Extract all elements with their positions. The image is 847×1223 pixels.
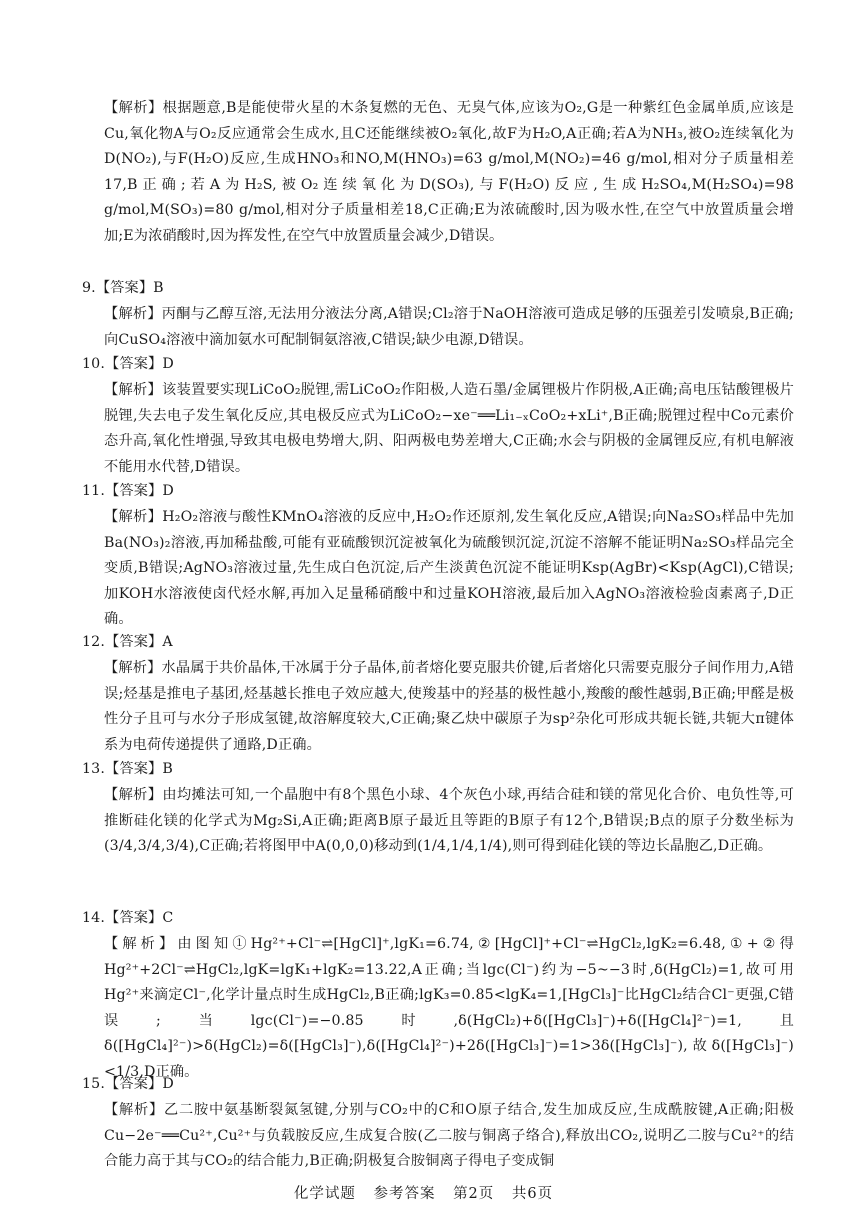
analysis-q11: 【解析】H₂O₂溶液与酸性KMnO₄溶液的反应中,H₂O₂作还原剂,发生氧化反应,A错误;向Na₂SO₃样品中先加Ba(NO₃)₂溶液,再加稀盐酸,可能有亚硫酸钡沉淀被氧化为硫酸钡沉淀,沉淀不溶解不能证明Na₂SO₃样品完全变质,B错误;AgNO₃溶液过量,先生成白色沉淀,后产生淡黄色沉淀不能证明Ksp(AgBr)<Ksp(AgCl),C错误;加KOH水溶液使卤代烃水解,再加入足量稀硝酸中和过量KOH溶液,最后加入AgNO₃溶液检验卤素离子,D正确。: [104, 509, 794, 628]
footer-total: 共6页: [511, 1186, 554, 1202]
footer-page: 第2页: [453, 1186, 495, 1202]
answer-q11: 11.【答案】D: [82, 483, 174, 499]
answer-q15: 15.【答案】D: [82, 1076, 174, 1092]
answer-q10: 10.【答案】D: [82, 356, 174, 372]
answer-q12: 12.【答案】A: [82, 634, 173, 650]
analysis-q13: 【解析】由均摊法可知,一个晶胞中有8个黑色小球、4个灰色小球,再结合硅和镁的常见化合价、电负性等,可推断硅化镁的化学式为Mg₂Si,A正确;距离B原子最近且等距的B原子有12个,B错误;B点的原子分数坐标为(3/4,3/4,3/4),C正确;若将图甲中A(0,0,0)移动到(1/4,1/4,1/4),则可得到硅化镁的等边长晶胞乙,D正确。: [104, 787, 794, 855]
analysis-q8: 【解析】根据题意,B是能使带火星的木条复燃的无色、无臭气体,应该为O₂,G是一种紫红色金属单质,应该是Cu,氧化物A与O₂反应通常会生成水,且C还能继续被O₂氧化,故F为H₂O,A正确;若A为NH₃,被O₂连续氧化为D(NO₂),与F(H₂O)反应,生成HNO₃和NO,M(HNO₃)=63 g/mol,M(NO₂)=46 g/mol,相对分子质量相差17,B正确;若A为H₂S,被O₂连续氧化为D(SO₃),与F(H₂O)反应,生成H₂SO₄,M(H₂SO₄)=98 g/mol,M(SO₃)=80 g/mol,相对分子质量相差18,C正确;E为浓硫酸时,因为吸水性,在空气中放置质量会增加;E为浓硝酸时,因为挥发性,在空气中放置质量会减少,D错误。: [104, 100, 794, 244]
answer-q14: 14.【答案】C: [82, 910, 174, 926]
footer-subject: 化学试题: [293, 1186, 356, 1202]
page-footer: [0, 1182, 847, 1203]
analysis-q15: 【解析】乙二胺中氨基断裂氮氢键,分别与CO₂中的C和O原子结合,发生加成反应,生成酰胺键,A正确;阳极Cu−2e⁻══Cu²⁺,Cu²⁺与负载胺反应,生成复合胺(乙二胺与铜离子络合),释放出CO₂,说明乙二胺与Cu²⁺的结合能力高于其与CO₂的结合能力,B正确;阴极复合胺铜离子得电子变成铜: [104, 1102, 794, 1170]
analysis-q12: 【解析】水晶属于共价晶体,干冰属于分子晶体,前者熔化要克服共价键,后者熔化只需要克服分子间作用力,A错误;烃基是推电子基团,烃基越长推电子效应越大,使羧基中的羟基的极性越小,羧酸的酸性越弱,B正确;甲醛是极性分子且可与水分子形成氢键,故溶解度较大,C正确;聚乙炔中碳原子为sp²杂化可形成共轭长链,共轭大π键体系为电荷传递提供了通路,D正确。: [104, 660, 794, 753]
analysis-q9: 【解析】丙酮与乙醇互溶,无法用分液法分离,A错误;Cl₂溶于NaOH溶液可造成足够的压强差引发喷泉,B正确;向CuSO₄溶液中滴加氨水可配制铜氨溶液,C错误;缺少电源,D错误。: [104, 306, 794, 348]
footer-label: 参考答案: [373, 1186, 436, 1202]
answer-q9: 9.【答案】B: [82, 280, 164, 296]
analysis-q14: 【解析】由图知①Hg²⁺+Cl⁻⇌[HgCl]⁺,lgK₁=6.74,②[HgCl]⁺+Cl⁻⇌HgCl₂,lgK₂=6.48,①+②得Hg²⁺+2Cl⁻⇌HgCl₂,lgK=lgK₁+lgK₂=13.22,A正确;当lgc(Cl⁻)约为−5~−3时,δ(HgCl₂)=1,故可用Hg²⁺来滴定Cl⁻,化学计量点时生成HgCl₂,B正确;lgK₃=0.85<lgK₄=1,[HgCl₃]⁻比HgCl₂结合Cl⁻更强,C错误;当lgc(Cl⁻)=−0.85时,δ(HgCl₂)+δ([HgCl₃]⁻)+δ([HgCl₄]²⁻)=1,且δ([HgCl₄]²⁻)>δ(HgCl₂)=δ([HgCl₃]⁻),δ([HgCl₄]²⁻)+2δ([HgCl₃]⁻)=1>3δ([HgCl₃]⁻),故δ([HgCl₃]⁻)<1/3,D正确。: [104, 936, 794, 1080]
answer-q13: 13.【答案】B: [82, 761, 173, 777]
analysis-q10: 【解析】该装置要实现LiCoO₂脱锂,需LiCoO₂作阳极,人造石墨/金属锂极片作阴极,A正确;高电压钴酸锂极片脱锂,失去电子发生氧化反应,其电极反应式为LiCoO₂−xe⁻══Li₁₋ₓCoO₂+xLi⁺,B正确;脱锂过程中Co元素价态升高,氧化性增强,导致其电极电势增大,阴、阳两极电势差增大,C正确;水会与阴极的金属锂反应,有机电解液不能用水代替,D错误。: [104, 382, 794, 475]
